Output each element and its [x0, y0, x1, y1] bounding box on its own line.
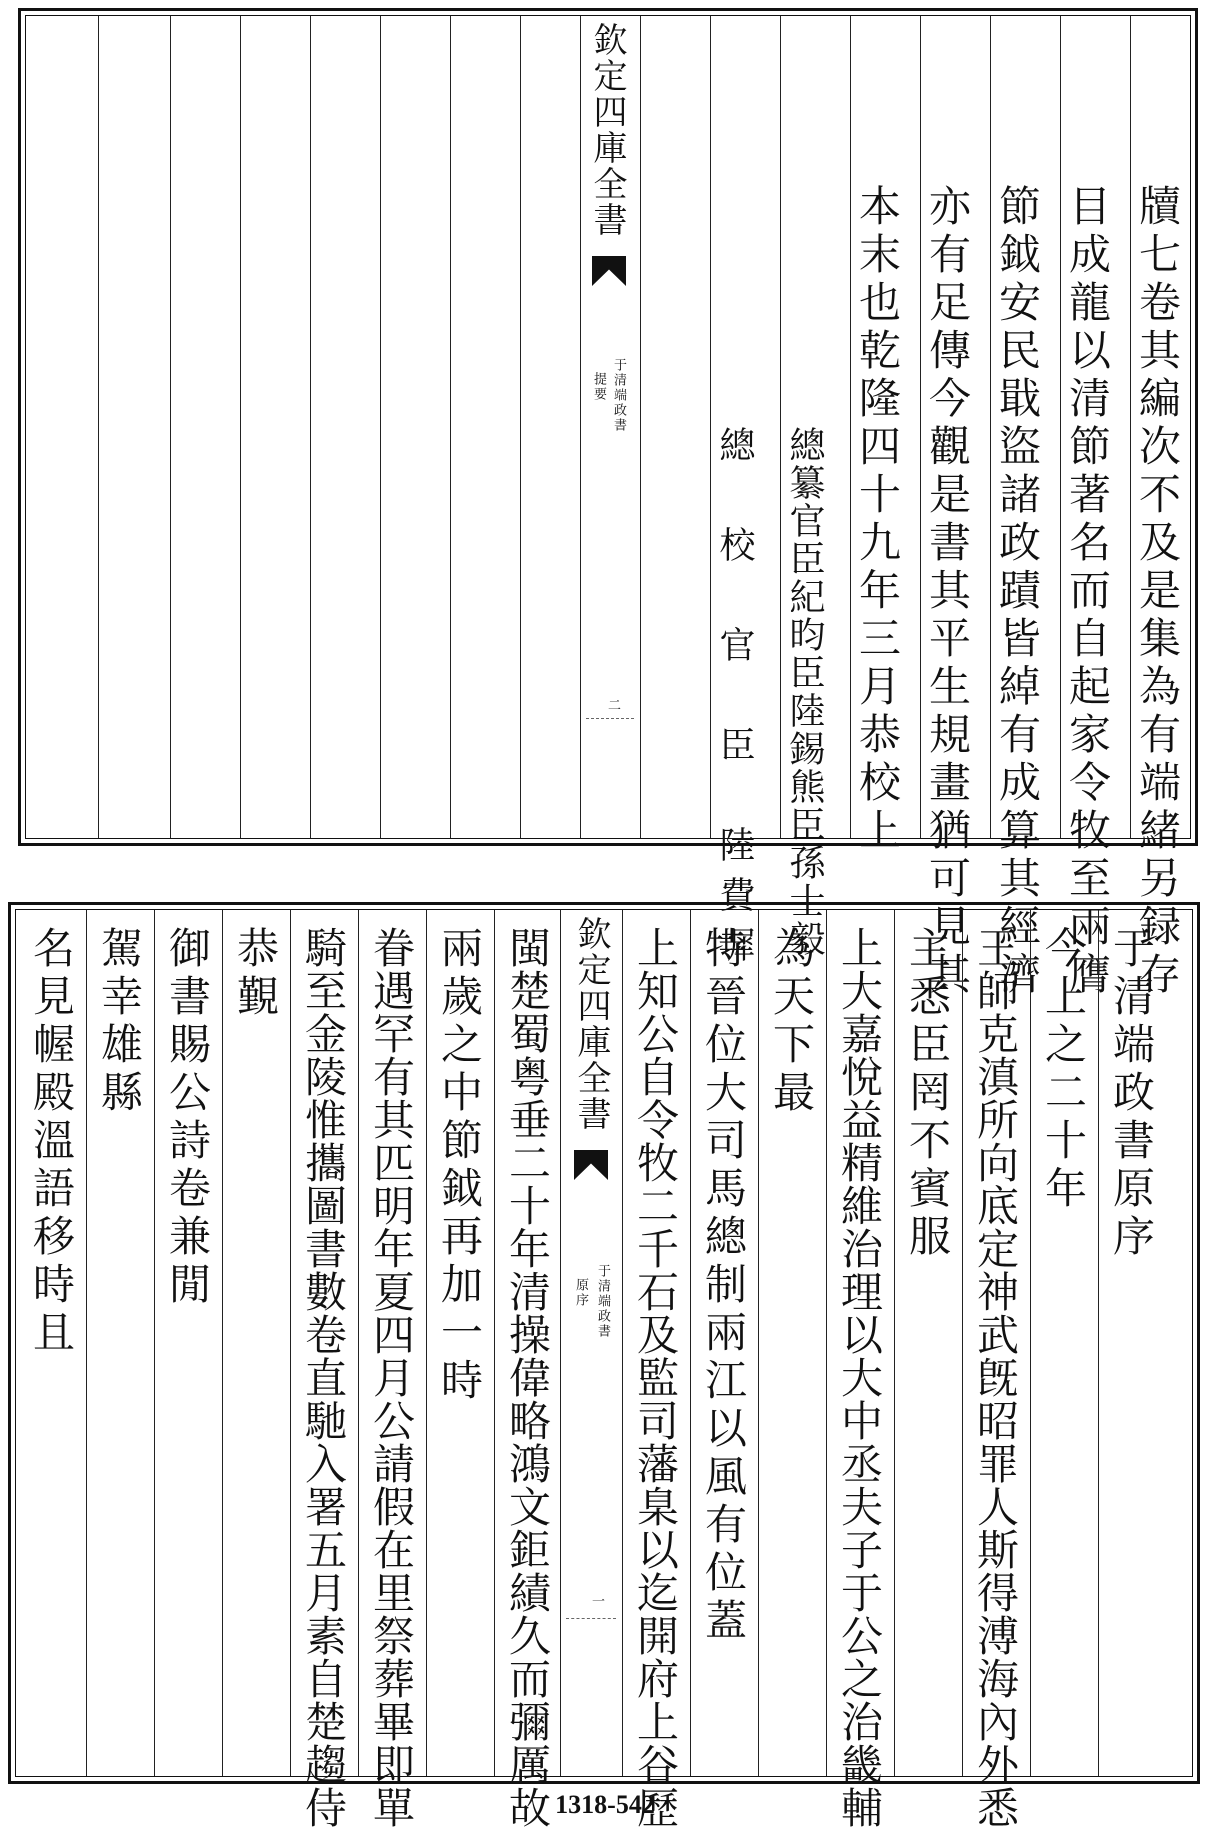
column-rule — [98, 16, 99, 838]
text-column: 上大嘉悅益精維治理以大中丞夫子于公之治畿輔 — [835, 926, 884, 1829]
text-column: 眷遇罕有其匹明年夏四月公請假在里祭葬畢即單 — [367, 926, 416, 1829]
column-rule — [1060, 16, 1061, 838]
text-column: 御書賜公詩卷兼閒 — [163, 926, 212, 1310]
text-column: 亦有足傳今觀是書其平生規畫猶可見其 — [923, 184, 972, 1000]
column-rule — [850, 16, 851, 838]
column-rule — [1098, 910, 1099, 1776]
spine-subtitle-section: 原序 — [573, 1278, 588, 1308]
spine-divider — [586, 718, 634, 719]
column-rule — [1130, 16, 1131, 838]
text-column: 特晉位大司馬總制兩江以風有位蓋 — [699, 926, 748, 1646]
text-column: 本末也乾隆四十九年三月恭校上 — [853, 184, 902, 856]
text-column: 名見幄殿溫語移時且 — [27, 926, 76, 1358]
spine-rule-right — [640, 16, 641, 838]
text-column: 騎至金陵惟攜圖書數卷直馳入署五月素自楚趨侍 — [299, 926, 348, 1829]
page-code: 1318-542 — [555, 1790, 655, 1819]
column-rule — [450, 16, 451, 838]
preface-title: 于清端政書原序 — [1107, 926, 1156, 1262]
column-rule — [826, 910, 827, 1776]
column-rule — [962, 910, 963, 1776]
column-rule — [290, 910, 291, 1776]
proofreader-credit: 總 校 官 臣 陸費墀 — [714, 426, 755, 976]
column-rule — [520, 16, 521, 838]
column-rule — [154, 910, 155, 1776]
editors-credit: 總纂官臣紀昀臣陸錫熊臣孫士毅 — [784, 426, 825, 958]
text-column: 駕幸雄縣 — [95, 926, 144, 1118]
column-rule — [380, 16, 381, 838]
text-column: 兩歲之中節鉞再加一時 — [435, 926, 484, 1406]
column-rule — [710, 16, 711, 838]
spine-subtitle: 于清端政書 — [595, 1264, 610, 1339]
text-column: 節鉞安民戢盜諸政蹟皆綽有成算其經濟 — [993, 184, 1042, 1000]
spine-divider — [566, 1618, 616, 1619]
column-rule — [758, 910, 759, 1776]
column-rule — [1030, 910, 1031, 1776]
text-column: 今上之二十年 — [1039, 926, 1088, 1214]
column-rule — [240, 16, 241, 838]
column-rule — [780, 16, 781, 838]
column-rule — [426, 910, 427, 1776]
spine-subtitle-section: 提要 — [591, 372, 606, 402]
spine-rule-left — [580, 16, 581, 838]
spine-subtitle: 于清端政書 — [611, 358, 626, 433]
text-column: 王師克滇所向底定神武旣昭罪人斯得溥海內外悉 — [971, 926, 1020, 1829]
text-column: 主悉臣罔不賓服 — [903, 926, 952, 1262]
column-rule — [170, 16, 171, 838]
column-rule — [310, 16, 311, 838]
column-rule — [358, 910, 359, 1776]
spine-page-number: 二 — [605, 698, 620, 713]
text-column: 目成龍以清節著名而自起家令牧至兩膺 — [1063, 184, 1112, 1000]
text-column: 上知公自令牧二千石及監司藩臬以迄開府上谷歷 — [631, 926, 680, 1829]
column-rule — [86, 910, 87, 1776]
column-rule — [894, 910, 895, 1776]
text-column: 恭覲 — [231, 926, 280, 1022]
spine-page-number: 一 — [589, 1594, 604, 1609]
spine-title: 欽定四庫全書 — [571, 916, 611, 1132]
spine-rule-right — [622, 910, 623, 1776]
column-rule — [990, 16, 991, 838]
spine-rule-left — [560, 910, 561, 1776]
text-column: 為天下最 — [767, 926, 816, 1118]
column-rule — [920, 16, 921, 838]
text-column: 閩楚蜀粤垂二十年清操偉略鴻文鉅績久而彌厲故 — [503, 926, 552, 1829]
column-rule — [222, 910, 223, 1776]
spine-title: 欽定四庫全書 — [587, 22, 627, 238]
text-column: 牘七卷其編次不及是集為有端緒另録存 — [1133, 184, 1182, 1000]
column-rule — [690, 910, 691, 1776]
column-rule — [494, 910, 495, 1776]
